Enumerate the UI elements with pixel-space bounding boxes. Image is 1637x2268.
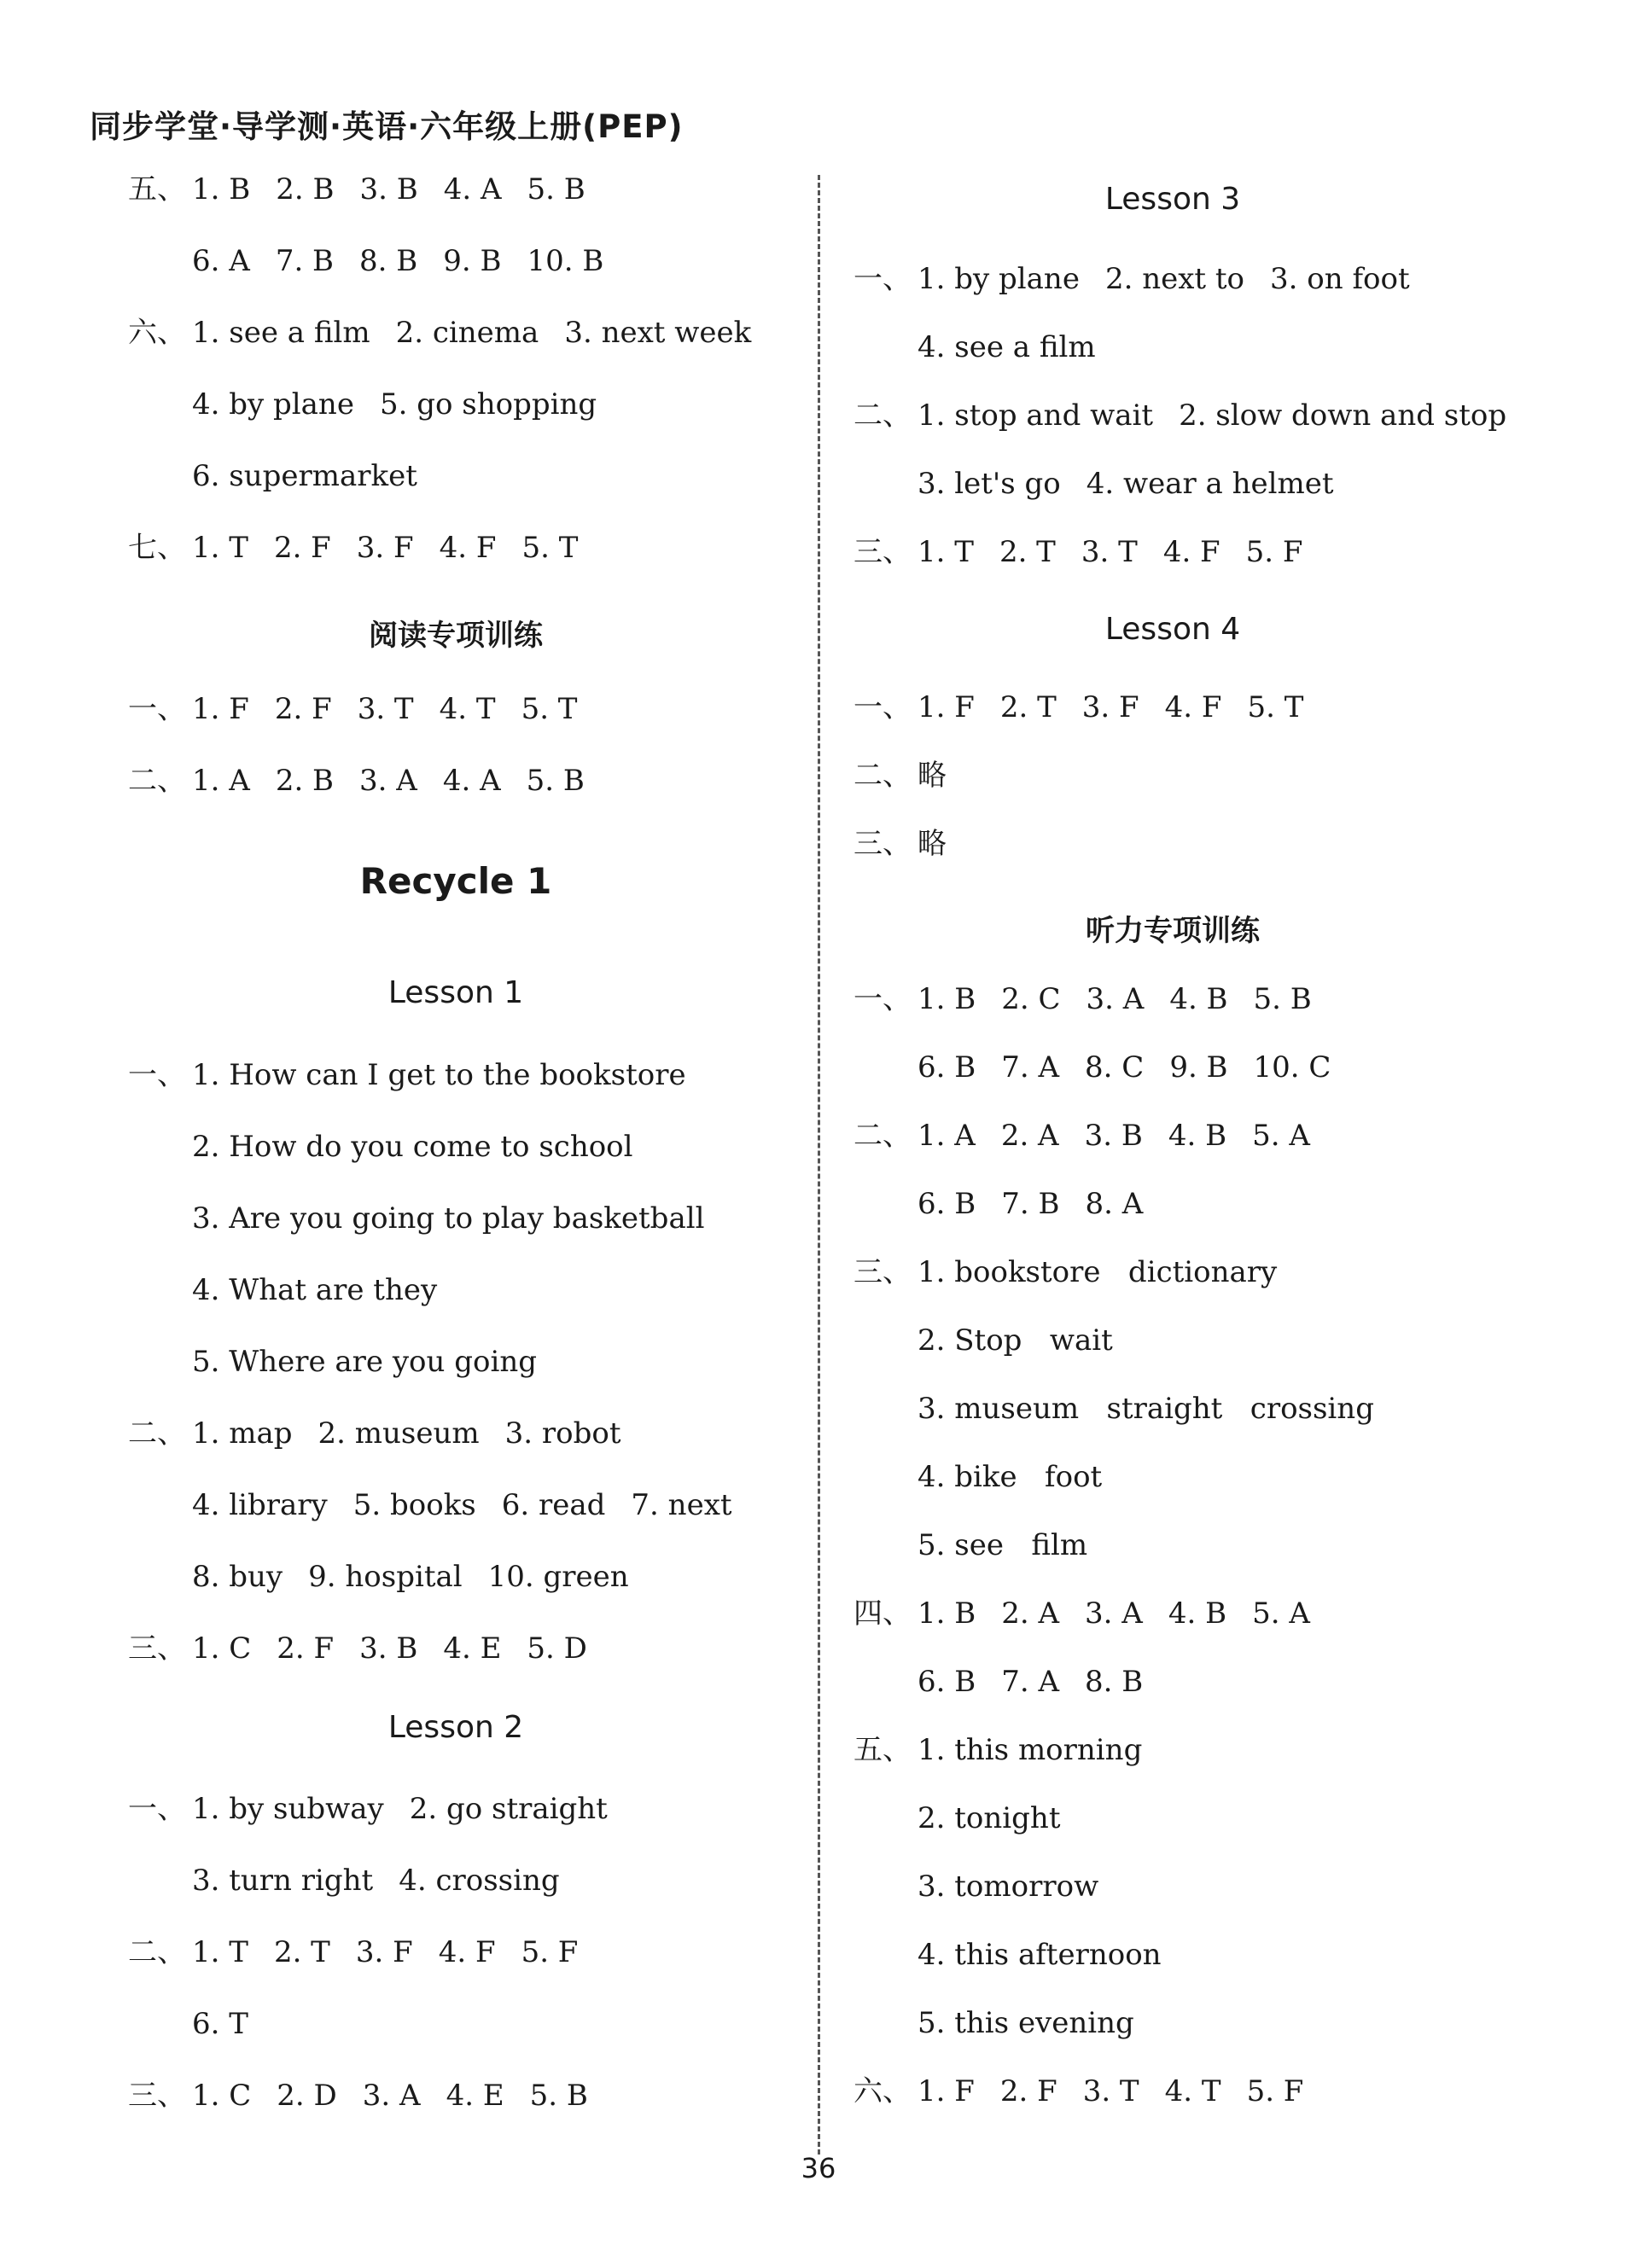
answer-row xyxy=(853,1392,1400,1426)
section-label: 二、 xyxy=(853,398,912,433)
answer-item: 4. B xyxy=(1168,1596,1227,1631)
answer-item: 1. see a film xyxy=(192,316,370,350)
answer-row xyxy=(128,316,777,350)
answer-item: 2. Stop wait xyxy=(918,1323,1113,1358)
answer-row xyxy=(128,459,443,493)
answer-row xyxy=(853,1460,1127,1494)
answer-row xyxy=(128,1130,659,1164)
answer-row xyxy=(128,1792,633,1826)
answer-item: 2. T xyxy=(999,535,1056,569)
answer-item: 1. F xyxy=(918,690,975,724)
answer-item: 2. C xyxy=(1001,982,1061,1016)
answer-item: 2. F xyxy=(274,692,332,726)
answer-item: 2. museum xyxy=(317,1416,480,1451)
answer-item: 5. B xyxy=(529,2079,588,2113)
answer-row xyxy=(853,467,1360,501)
answer-row xyxy=(128,1631,613,1666)
answer-item: 3. T xyxy=(1081,535,1138,569)
answer-item: 6. B xyxy=(918,1050,976,1085)
answer-item: 5. see film xyxy=(918,1528,1088,1562)
section-label: 三、 xyxy=(128,2079,186,2113)
answer-item: 5. B xyxy=(526,764,585,798)
answer-row xyxy=(128,1864,585,1898)
answer-item: 1. A xyxy=(918,1119,976,1153)
answer-row xyxy=(853,759,972,793)
answer-item: 3. B xyxy=(359,1631,418,1666)
answer-item: 7. A xyxy=(1001,1050,1060,1085)
answer-row xyxy=(853,262,1436,296)
answer-row xyxy=(128,1273,463,1307)
answer-row xyxy=(853,2074,1329,2108)
answer-item: 5. books xyxy=(352,1488,476,1522)
answer-item: 3. A xyxy=(359,764,417,798)
answer-item: 5. F xyxy=(1246,2074,1304,2108)
answer-item: 2. D xyxy=(277,2079,337,2113)
lesson-title: Lesson 3 xyxy=(1104,182,1241,217)
column-divider xyxy=(818,175,820,2155)
answer-item: 4. T xyxy=(439,692,496,726)
section-label: 五、 xyxy=(853,1733,912,1767)
answer-row xyxy=(128,1345,562,1379)
answer-item: 6. supermarket xyxy=(192,459,417,493)
answer-item: 2. T xyxy=(999,690,1057,724)
answer-item: 3. A xyxy=(362,2079,421,2113)
answer-item: 5. T xyxy=(1247,690,1304,724)
answer-item: 7. B xyxy=(275,244,335,278)
answer-row xyxy=(128,1416,647,1451)
answer-item: 5. F xyxy=(1245,535,1303,569)
answer-item: 3. T xyxy=(1082,2074,1139,2108)
section-label: 四、 xyxy=(853,1596,912,1631)
answer-item: 9. hospital xyxy=(308,1560,463,1594)
answer-item: 1. T xyxy=(918,535,974,569)
answer-item: 6. A xyxy=(192,244,250,278)
answer-item: 9. B xyxy=(443,244,502,278)
answer-row xyxy=(128,2007,274,2041)
section-label: 三、 xyxy=(853,535,912,569)
section-label: 一、 xyxy=(128,1058,186,1092)
answer-row xyxy=(853,1801,1086,1835)
answer-item: 2. F xyxy=(273,531,331,565)
answer-item: 5. T xyxy=(521,531,579,565)
answer-row xyxy=(128,387,622,422)
answer-item: 3. on foot xyxy=(1270,262,1410,296)
answer-row xyxy=(128,1935,603,1969)
answer-item: 5. F xyxy=(521,1935,579,1969)
answer-item: 10. B xyxy=(527,244,604,278)
answer-row xyxy=(853,827,972,861)
lesson-title: Lesson 1 xyxy=(387,975,524,1010)
answer-item: 4. F xyxy=(438,1935,496,1969)
answer-row xyxy=(853,398,1532,433)
section-label: 一、 xyxy=(853,262,912,296)
page-header: 同步学堂·导学测·英语·六年级上册(PEP) xyxy=(90,108,684,145)
answer-item: 3. Are you going to play basketball xyxy=(192,1201,705,1236)
answer-row xyxy=(853,1050,1356,1085)
answer-item: 3. B xyxy=(359,172,418,206)
page-number: 36 xyxy=(801,2152,836,2184)
section-heading: 阅读专项训练 xyxy=(369,619,543,653)
section-label: 一、 xyxy=(853,982,912,1016)
answer-row xyxy=(853,1323,1139,1358)
answer-row xyxy=(853,982,1337,1016)
answer-row xyxy=(128,1560,655,1594)
section-label: 二、 xyxy=(128,1416,186,1451)
answer-row xyxy=(853,1938,1187,1972)
answer-row xyxy=(853,1733,1168,1767)
section-label: 五、 xyxy=(128,172,186,206)
answer-item: 2. T xyxy=(273,1935,330,1969)
answer-item: 4. by plane xyxy=(192,387,354,422)
answer-row xyxy=(128,531,603,565)
section-label: 三、 xyxy=(128,1631,186,1666)
section-heading: 听力专项训练 xyxy=(1086,914,1260,948)
answer-item: 4. library xyxy=(192,1488,328,1522)
answer-item: 2. cinema xyxy=(395,316,539,350)
answer-row xyxy=(853,1187,1168,1221)
answer-item: 1. B xyxy=(918,1596,976,1631)
answer-row xyxy=(853,1119,1336,1153)
answer-item: 6. B xyxy=(918,1187,976,1221)
answer-item: 5. B xyxy=(527,172,585,206)
answer-row xyxy=(128,2079,614,2113)
answer-item: 3. A xyxy=(1085,1596,1143,1631)
answer-row xyxy=(853,1870,1124,1904)
answer-item: 3. T xyxy=(357,692,414,726)
answer-item: 2. F xyxy=(999,2074,1057,2108)
answer-row xyxy=(128,764,610,798)
answer-item: 6. read xyxy=(501,1488,606,1522)
answer-item: 1. F xyxy=(918,2074,975,2108)
answer-row xyxy=(128,1201,730,1236)
answer-item: 4. B xyxy=(1169,982,1228,1016)
answer-item: 5. this evening xyxy=(918,2006,1134,2040)
answer-item: 2. B xyxy=(275,764,335,798)
answer-item: 4. this afternoon xyxy=(918,1938,1162,1972)
section-label: 三、 xyxy=(853,827,912,861)
section-label: 二、 xyxy=(128,764,186,798)
answer-item: 1. this morning xyxy=(918,1733,1143,1767)
section-label: 二、 xyxy=(853,759,912,793)
answer-row xyxy=(853,1596,1336,1631)
answer-item: 4. wear a helmet xyxy=(1086,467,1334,501)
answer-item: 3. F xyxy=(356,531,414,565)
answer-row xyxy=(853,690,1329,724)
answer-row xyxy=(853,1665,1168,1699)
answer-item: 2. How do you come to school xyxy=(192,1130,633,1164)
answer-item: 3. F xyxy=(1081,690,1139,724)
answer-item: 1. map xyxy=(192,1416,293,1451)
answer-item: 5. B xyxy=(1253,982,1312,1016)
answer-item: 略 xyxy=(918,759,947,793)
answer-item: 7. next xyxy=(631,1488,732,1522)
answer-item: 3. museum straight crossing xyxy=(918,1392,1374,1426)
answer-item: 5. A xyxy=(1252,1119,1310,1153)
answer-item: 10. C xyxy=(1253,1050,1331,1085)
answer-item: 1. stop and wait xyxy=(918,398,1154,433)
answer-item: 5. T xyxy=(521,692,578,726)
answer-item: 2. B xyxy=(276,172,335,206)
answer-item: 1. C xyxy=(192,2079,252,2113)
answer-item: 4. E xyxy=(446,2079,504,2113)
answer-item: 7. A xyxy=(1001,1665,1060,1699)
answer-item: 8. buy xyxy=(192,1560,283,1594)
answer-item: 6. T xyxy=(192,2007,248,2041)
answer-item: 3. turn right xyxy=(192,1864,374,1898)
answer-item: 7. B xyxy=(1001,1187,1060,1221)
answer-row xyxy=(853,1255,1302,1289)
recycle-title: Recycle 1 xyxy=(359,860,552,902)
answer-item: 2. next to xyxy=(1104,262,1245,296)
answer-item: 4. F xyxy=(439,531,497,565)
answer-item: 8. B xyxy=(359,244,418,278)
answer-item: 6. B xyxy=(918,1665,976,1699)
answer-item: 4. bike foot xyxy=(918,1460,1103,1494)
section-label: 一、 xyxy=(853,690,912,724)
answer-item: 3. A xyxy=(1086,982,1145,1016)
answer-item: 1. by subway xyxy=(192,1792,384,1826)
section-label: 六、 xyxy=(128,316,186,350)
section-label: 七、 xyxy=(128,531,186,565)
answer-item: 10. green xyxy=(487,1560,629,1594)
answer-item: 3. next week xyxy=(564,316,752,350)
answer-item: 4. F xyxy=(1162,535,1220,569)
answer-row xyxy=(853,330,1121,364)
answer-row xyxy=(128,1058,712,1092)
answer-item: 2. F xyxy=(277,1631,335,1666)
answer-row xyxy=(853,535,1329,569)
answer-item: 4. E xyxy=(443,1631,502,1666)
answer-item: 4. A xyxy=(442,764,501,798)
answer-item: 5. go shopping xyxy=(379,387,597,422)
answer-row xyxy=(853,2006,1160,2040)
answer-item: 4. A xyxy=(443,172,502,206)
answer-item: 1. A xyxy=(192,764,250,798)
answer-item: 1. by plane xyxy=(918,262,1080,296)
answer-item: 1. F xyxy=(192,692,249,726)
answer-item: 4. F xyxy=(1164,690,1222,724)
answer-item: 2. A xyxy=(1000,1119,1059,1153)
section-label: 二、 xyxy=(853,1119,912,1153)
answer-row xyxy=(128,244,629,278)
answer-item: 2. A xyxy=(1001,1596,1060,1631)
answer-row xyxy=(128,692,603,726)
answer-item: 1. bookstore dictionary xyxy=(918,1255,1278,1289)
answer-item: 8. C xyxy=(1085,1050,1145,1085)
answer-item: 3. let's go xyxy=(918,467,1061,501)
answer-item: 略 xyxy=(918,827,947,861)
answer-item: 4. B xyxy=(1168,1119,1227,1153)
answer-item: 3. tomorrow xyxy=(918,1870,1099,1904)
section-label: 二、 xyxy=(128,1935,186,1969)
answer-row xyxy=(128,1488,758,1522)
answer-item: 2. slow down and stop xyxy=(1179,398,1507,433)
answer-item: 1. T xyxy=(192,1935,248,1969)
section-label: 一、 xyxy=(128,1792,186,1826)
answer-item: 3. B xyxy=(1084,1119,1143,1153)
answer-row xyxy=(853,1528,1113,1562)
answer-item: 1. B xyxy=(192,172,251,206)
answer-item: 4. see a film xyxy=(918,330,1096,364)
answer-item: 1. C xyxy=(192,1631,252,1666)
answer-item: 9. B xyxy=(1169,1050,1228,1085)
answer-row xyxy=(128,172,611,206)
answer-item: 3. robot xyxy=(504,1416,621,1451)
section-label: 一、 xyxy=(128,692,186,726)
lesson-title: Lesson 2 xyxy=(387,1710,524,1745)
answer-item: 4. What are they xyxy=(192,1273,438,1307)
answer-item: 8. B xyxy=(1085,1665,1144,1699)
answer-item: 4. T xyxy=(1164,2074,1221,2108)
answer-item: 1. T xyxy=(192,531,248,565)
answer-item: 3. F xyxy=(355,1935,413,1969)
section-label: 三、 xyxy=(853,1255,912,1289)
answer-item: 5. Where are you going xyxy=(192,1345,537,1379)
answer-item: 1. How can I get to the bookstore xyxy=(192,1058,686,1092)
answer-item: 2. go straight xyxy=(409,1792,608,1826)
answer-item: 8. A xyxy=(1085,1187,1144,1221)
answer-item: 5. A xyxy=(1252,1596,1310,1631)
answer-item: 2. tonight xyxy=(918,1801,1061,1835)
answer-item: 1. B xyxy=(918,982,976,1016)
answer-item: 4. crossing xyxy=(399,1864,560,1898)
section-label: 六、 xyxy=(853,2074,912,2108)
answer-item: 5. D xyxy=(527,1631,587,1666)
lesson-title: Lesson 4 xyxy=(1104,612,1241,647)
